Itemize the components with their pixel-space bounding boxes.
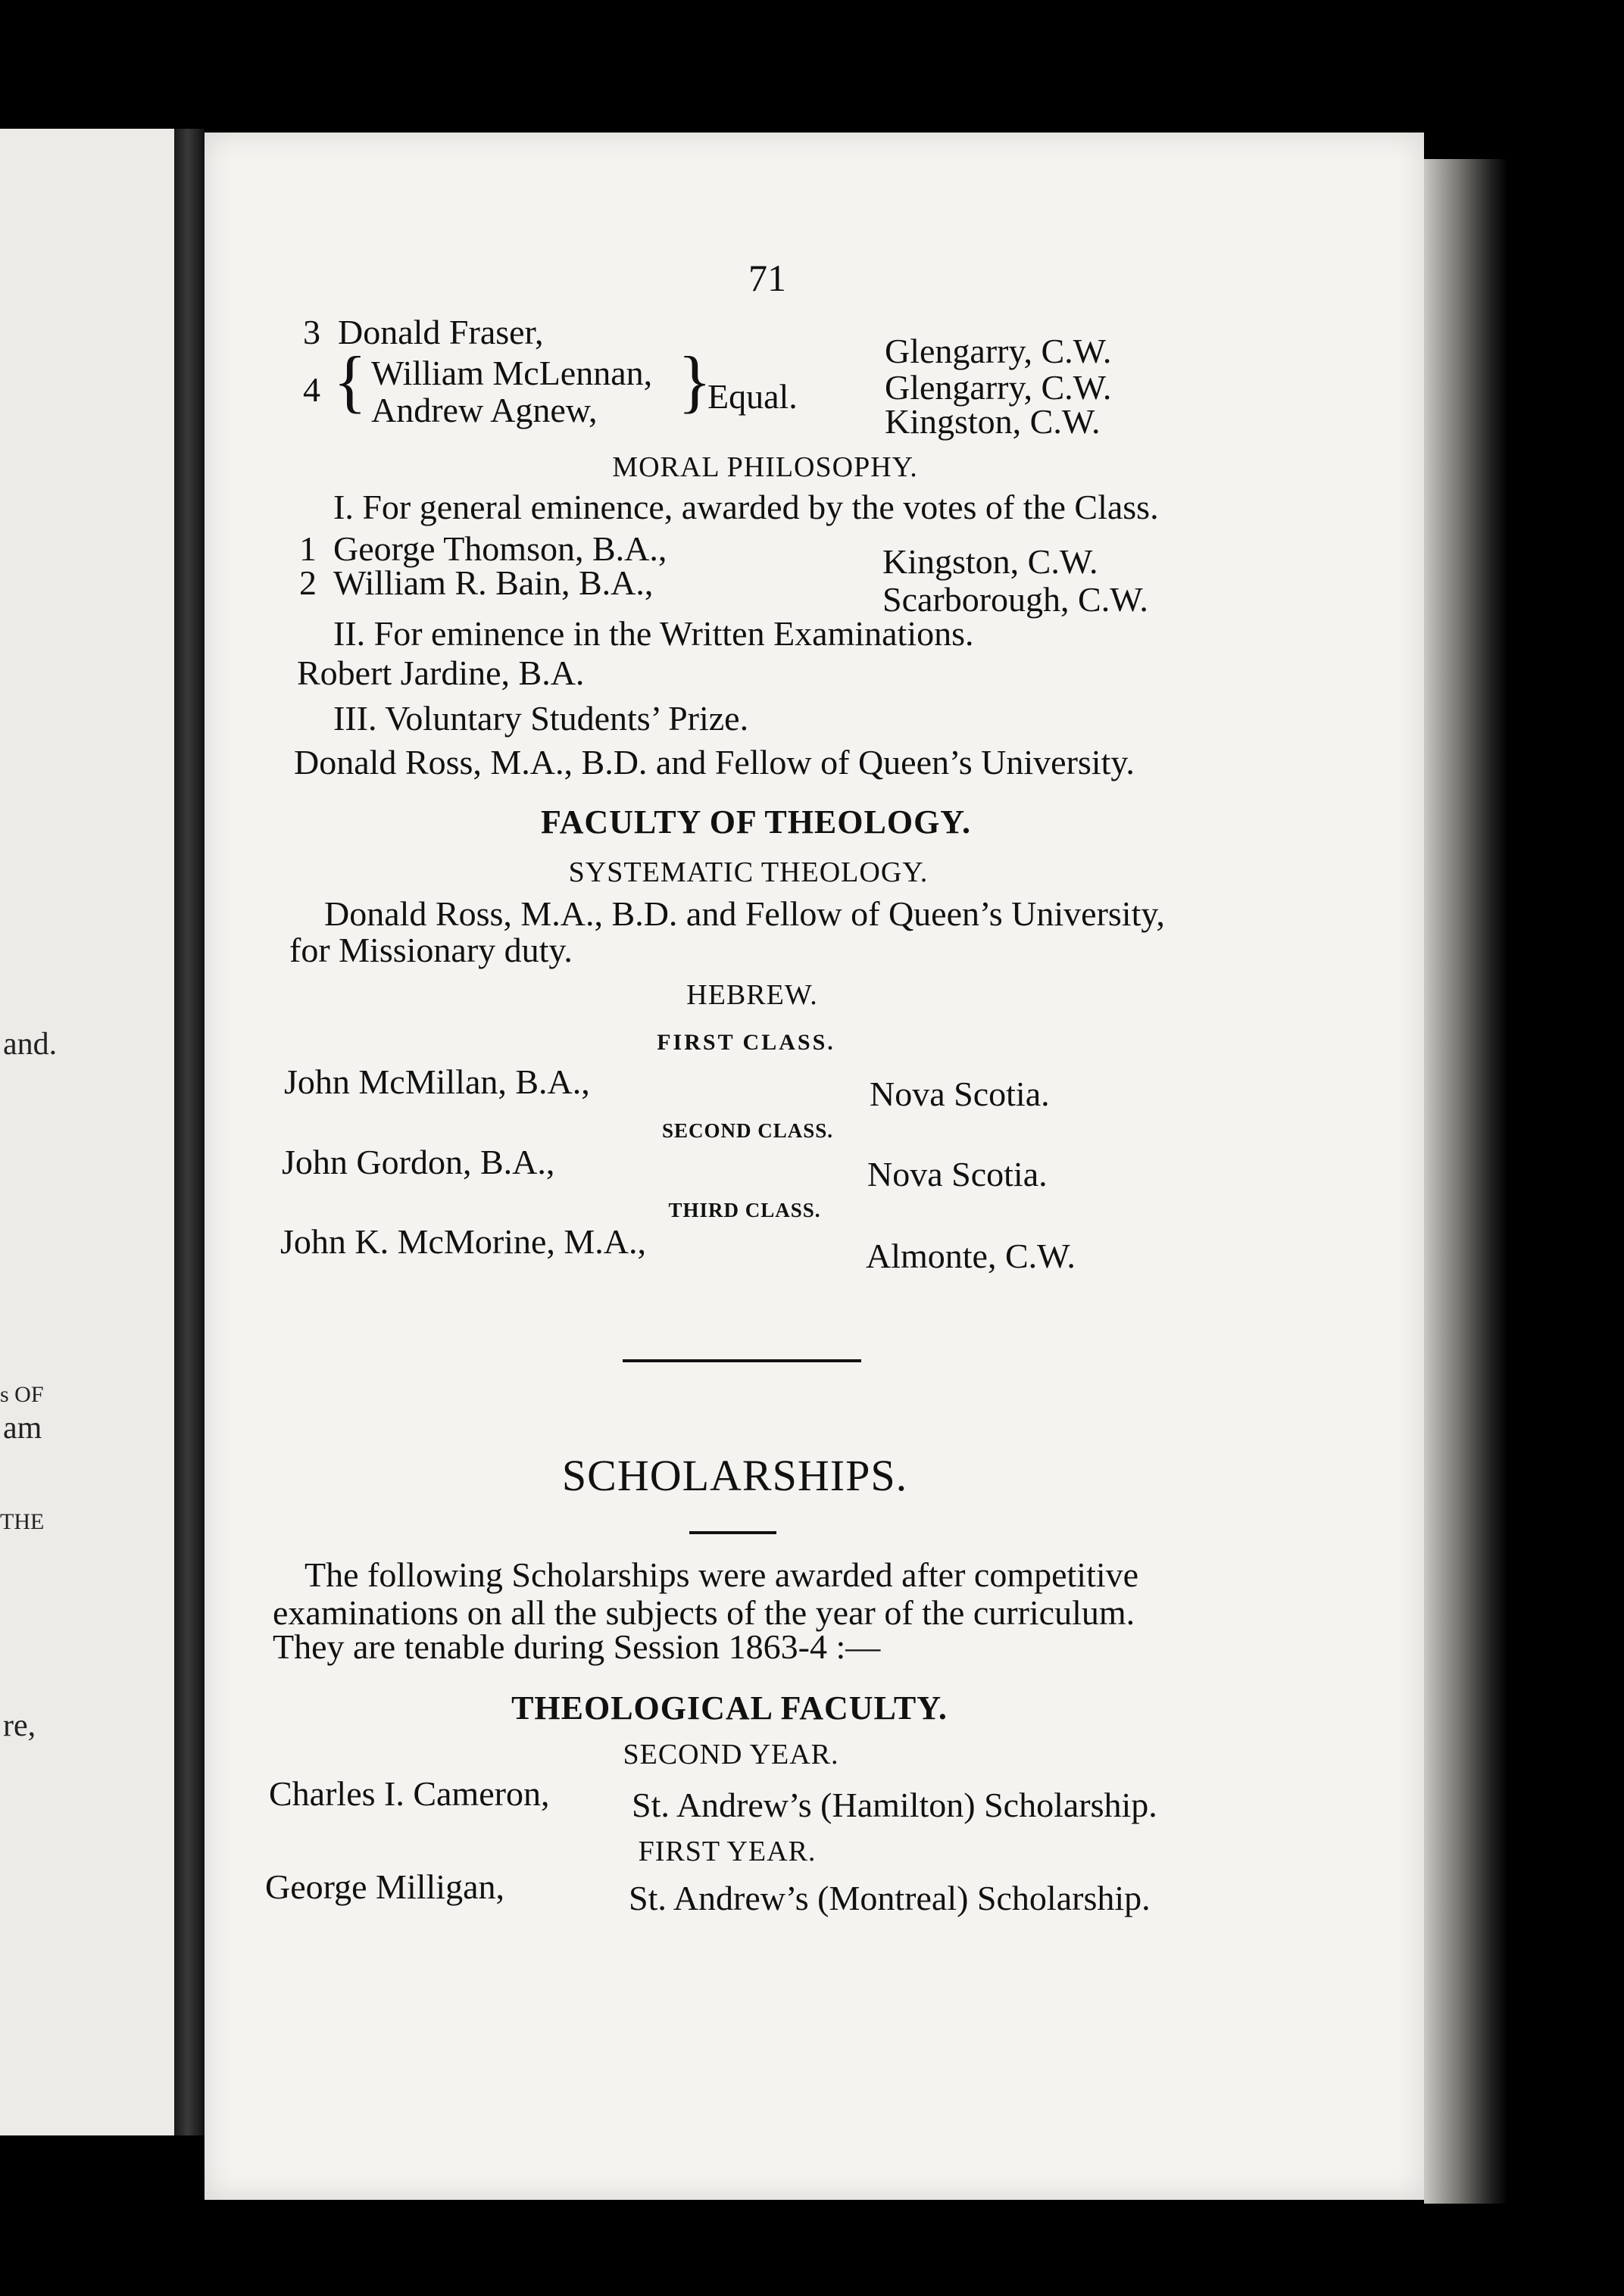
prize-place: Nova Scotia. xyxy=(867,1155,1048,1193)
faculty-title: THEOLOGICAL FACULTY. xyxy=(511,1689,948,1727)
section-title: SYSTEMATIC THEOLOGY. xyxy=(568,856,929,888)
equal-label: Equal. xyxy=(707,377,798,416)
facing-page-fragment: THE xyxy=(0,1509,45,1534)
facing-page-fragment: re, xyxy=(3,1708,36,1743)
scholarship-award: St. Andrew’s (Hamilton) Scholarship. xyxy=(632,1786,1157,1824)
prize-place: Scarborough, C.W. xyxy=(882,580,1148,619)
prize-place: Glengarry, C.W. xyxy=(885,368,1112,407)
prize-place: Kingston, C.W. xyxy=(882,542,1098,581)
prize-name: William McLennan, xyxy=(371,354,653,392)
scholar-name: George Milligan, xyxy=(265,1867,504,1906)
prize-place: Glengarry, C.W. xyxy=(885,332,1112,370)
prize-name: George Thomson, B.A., xyxy=(333,529,667,568)
rank-number: 4 xyxy=(303,370,320,409)
faculty-title: FACULTY OF THEOLOGY. xyxy=(540,803,972,841)
year-label: SECOND YEAR. xyxy=(623,1739,839,1770)
class-label: THIRD CLASS. xyxy=(668,1199,821,1221)
title-underline xyxy=(689,1531,776,1534)
section-title: MORAL PHILOSOPHY. xyxy=(612,451,918,483)
right-brace: } xyxy=(678,342,712,420)
prize-name: Donald Ross, M.A., B.D. and Fellow of Queen’s University. xyxy=(294,743,1135,781)
class-label: SECOND CLASS. xyxy=(661,1119,834,1142)
prize-place: Nova Scotia. xyxy=(870,1075,1050,1113)
subsection-heading: I. For general eminence, awarded by the votes of the Class. xyxy=(333,488,1159,526)
prize-name: Robert Jardine, B.A. xyxy=(297,654,585,692)
left-brace: { xyxy=(333,342,367,420)
page-edge-stack xyxy=(1424,159,1507,2204)
prize-name: William R. Bain, B.A., xyxy=(333,563,654,602)
facing-page-fragment: and. xyxy=(3,1027,58,1062)
rank-number: 2 xyxy=(299,563,317,602)
intro-line: The following Scholarships were awarded after competitive xyxy=(304,1555,1139,1594)
section-divider xyxy=(623,1359,861,1362)
facing-page xyxy=(0,129,174,2135)
rank-number: 1 xyxy=(299,529,317,568)
scholarship-award: St. Andrew’s (Montreal) Scholarship. xyxy=(629,1879,1151,1917)
page-number: 71 xyxy=(748,257,786,299)
intro-line: They are tenable during Session 1863-4 :— xyxy=(273,1627,881,1666)
scholarships-title: SCHOLARSHIPS. xyxy=(561,1451,908,1500)
section-title: HEBREW. xyxy=(686,979,818,1011)
prize-place: Kingston, C.W. xyxy=(885,402,1101,441)
intro-line: examinations on all the subjects of the year of the curriculum. xyxy=(273,1593,1135,1632)
prize-name: John Gordon, B.A., xyxy=(282,1143,555,1181)
subsection-heading: II. For eminence in the Written Examinations. xyxy=(333,614,974,653)
prize-name: John McMillan, B.A., xyxy=(284,1062,590,1101)
prize-name: Donald Ross, M.A., B.D. and Fellow of Queen’s University, xyxy=(324,894,1165,933)
prize-name: Andrew Agnew, xyxy=(371,391,598,429)
prize-place: Almonte, C.W. xyxy=(866,1237,1076,1275)
prize-name: Donald Fraser, xyxy=(338,313,544,351)
prize-note: for Missionary duty. xyxy=(289,931,573,969)
rank-number: 3 xyxy=(303,313,320,351)
class-label: FIRST CLASS. xyxy=(657,1030,835,1055)
prize-name: John K. McMorine, M.A., xyxy=(280,1222,646,1261)
facing-page-fragment: am xyxy=(3,1411,42,1446)
facing-page-fragment: s OF xyxy=(0,1382,44,1407)
subsection-heading: III. Voluntary Students’ Prize. xyxy=(333,699,749,738)
book-gutter xyxy=(174,129,205,2135)
year-label: FIRST YEAR. xyxy=(638,1836,817,1867)
scholar-name: Charles I. Cameron, xyxy=(269,1774,550,1813)
